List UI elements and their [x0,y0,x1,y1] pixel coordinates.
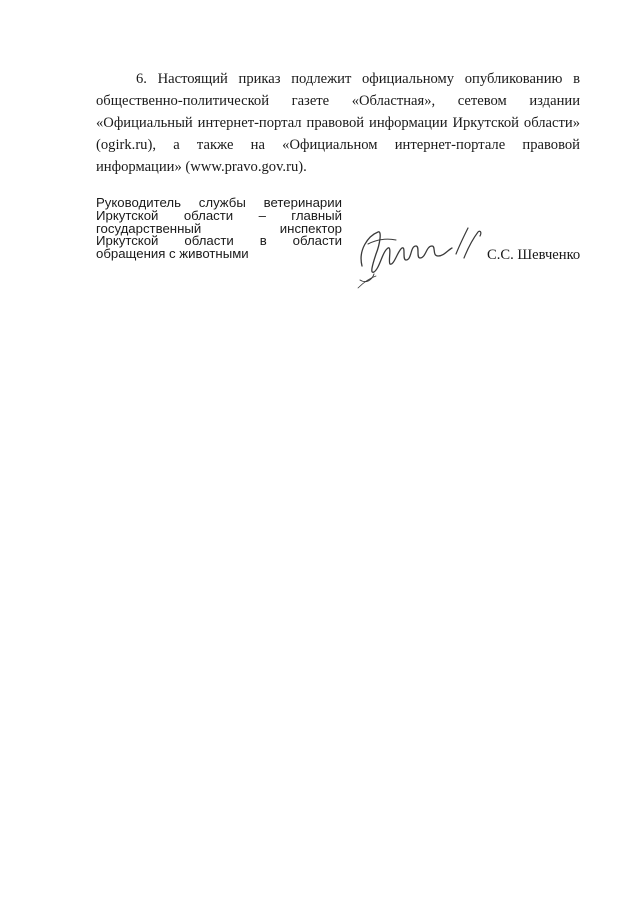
signer-position-line: Иркутской области в области [96,233,342,249]
signer-position-line: государственный инспектор [96,220,342,236]
paragraph-line: (ogirk.ru), а также на «Официальном интернет-портале правовой [96,137,580,153]
signer-name: С.С. Шевченко [487,247,581,263]
paragraph-line: общественно-политической газете «Областная», сетевом издании [96,93,580,109]
paragraph-line: «Официальный интернет-портал правовой информации Иркутской области» [96,115,580,131]
handwritten-signature [352,214,492,290]
signer-position [96,197,342,261]
publication-paragraph [96,68,580,178]
signer-position-line: обращения с животными [96,246,249,262]
signer-position-line: Иркутской области – главный [96,207,342,223]
paragraph-line: 6. Настоящий приказ подлежит официальному опубликованию в [136,71,580,87]
signer-position-line: Руководитель службы ветеринарии [96,195,342,210]
paragraph-line: информации» (www.pravo.gov.ru). [96,159,307,175]
